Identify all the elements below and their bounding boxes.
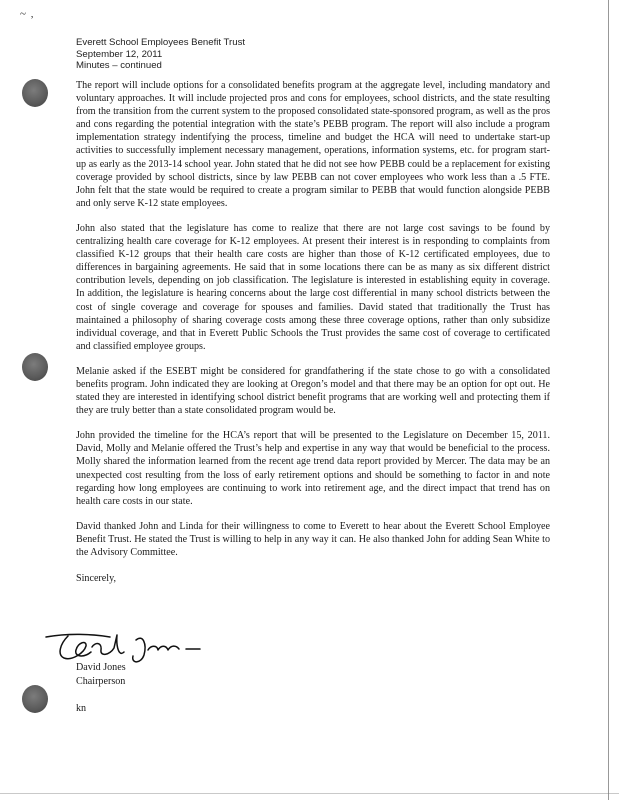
punch-hole-bottom: [22, 685, 48, 713]
signer-name: David Jones: [76, 662, 126, 673]
paragraph: John also stated that the legislature has come to realize that there are not large cost savings to be found by centralizing health care coverage for K-12 employees. At present their interest is in responding to complaints from classified K-12 groups that their health care costs are higher than those of K-12 certificated employees, due to differences in bargaining agreements. He said that in some locations there can be as many as six different district contribution levels, depending on job classification. The legislature is interested in establishing equity in coverage. In addition, the legislature is hearing concerns about the large cost differential in many school districts between the cost of single coverage and coverage for spouses and families. David stated that traditionally the Trust has maintained a philosophy of sharing coverage costs among these three coverage options, rather than only subsidize individual coverage, and that in Everett Public Schools the Trust provides the same cost of coverage to certificated and classified employee groups.: [76, 222, 550, 352]
header-subtitle: Minutes – continued: [76, 60, 162, 71]
corner-mark: ~ ,: [20, 8, 35, 20]
closing-salutation: Sincerely,: [76, 573, 116, 585]
punch-hole-top: [22, 79, 48, 107]
typist-initials: kn: [76, 703, 87, 714]
organization-name: Everett School Employees Benefit Trust: [76, 37, 246, 48]
paragraph: John provided the timeline for the HCA’s report that will be presented to the Legislature on December 15, 2011. David, Molly and Melanie offered the Trust’s help and expertise in any way that would be beneficial to the process. Molly shared the information learned from the recent age trend data report provided by Mercer. The data may be an unexpected cost resulting from the loss of early retirement options and should be something to factor in and note regarding how long employees are continuing to work into retirement age, and the direct impact that trend has on health care costs in our state.: [76, 430, 550, 507]
paragraph: The report will include options for a consolidated benefits program at the aggregate level, including mandatory and voluntary approaches. It will include projected pros and cons for employees, school districts, and the state resulting from the transition from the current system to the proposed consolidated state-sponsored program, as well as the pros and cons regarding the potential integration with the state’s PEBB program. The report will also include a program implementation strategy indentifying the process, timeline and budget the HCA will need to undertake start-up activities to successfully implement necessary management, operations, information systems, etc. for program start-up as early as the 2013-14 school year. John stated that he did not see how PEBB could be a replacement for existing coverage provided by school districts, since by law PEBB can not cover employees who work less than a .5 FTE. John felt that the state would be required to create a program similar to PEBB that would function alongside PEBB and only serve K-12 state employees.: [76, 80, 550, 209]
signer-block: [76, 661, 126, 688]
page-edge-right: [608, 0, 609, 800]
signer-title: Chairperson: [76, 675, 126, 687]
handwritten-signature: [40, 628, 215, 668]
page-header: [76, 37, 245, 72]
paragraph: Melanie asked if the ESEBT might be considered for grandfathering if the state chose to go with a consolidated benefits program. John indicated they are looking at Oregon’s model and that there may be an option for opt out. He stated they are interested in identifying school district benefit programs that are working well and protecting them if they are truly better than a state consolidated program would be.: [76, 365, 550, 417]
paragraph: David thanked John and Linda for their willingness to come to Everett to hear about the Everett School Employee Benefit Trust. He stated the Trust is willing to help in any way it can. He also thanked John for adding Sean White to the Advisory Committee.: [76, 520, 550, 558]
meeting-date: September 12, 2011: [76, 48, 163, 60]
letter-body: [76, 79, 550, 585]
page-edge-bottom: [0, 793, 619, 794]
punch-hole-middle: [22, 353, 48, 381]
